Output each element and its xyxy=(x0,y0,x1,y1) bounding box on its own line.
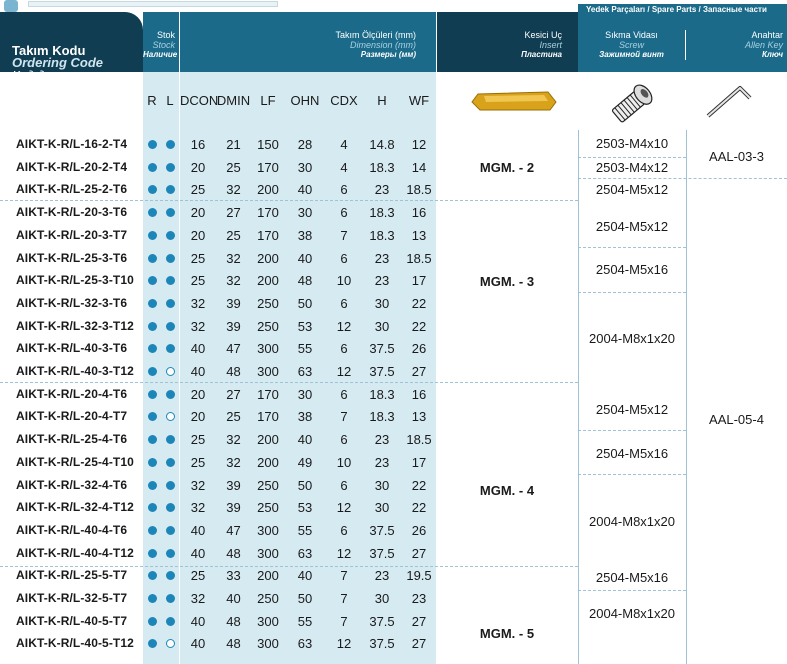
cell-cdx: 12 xyxy=(336,636,352,652)
screw-item: 2004-M8x1x20 xyxy=(589,606,675,621)
cell-lf: 250 xyxy=(257,591,279,606)
cell-wf: 27 xyxy=(411,545,427,561)
ordering-code: AIKT-K-R/L-40-3-T6 xyxy=(16,341,128,356)
cell-ohn: 53 xyxy=(297,318,313,334)
stock-r-indicator xyxy=(148,435,157,444)
stock-l-indicator xyxy=(166,322,175,331)
cell-h: 37.5 xyxy=(369,613,395,629)
stock-r-indicator xyxy=(148,526,157,535)
cell-wf: 27 xyxy=(411,636,427,652)
cell-dmin: 40 xyxy=(226,591,241,606)
cell-wf: 18.5 xyxy=(406,432,432,448)
cell-h: 37.5 xyxy=(369,341,395,357)
ordering-code: AIKT-K-R/L-40-5-T12 xyxy=(16,636,134,651)
cell-wf: 16 xyxy=(411,386,427,402)
stock-l-indicator xyxy=(166,390,175,399)
cell-ohn: 55 xyxy=(297,522,313,538)
cell-dmin: 32 xyxy=(226,432,241,448)
screw-item: 2503-M4x12 xyxy=(595,160,669,175)
cell-lf: 300 xyxy=(257,545,279,561)
cell-dmin: 25 xyxy=(226,227,241,243)
cell-dmin: 48 xyxy=(226,636,241,652)
cell-lf: 200 xyxy=(257,432,279,448)
ordering-code: AIKT-K-R/L-32-5-T7 xyxy=(16,591,128,605)
screw-item: 2504-M5x12 xyxy=(595,402,669,417)
cell-h: 18.3 xyxy=(369,205,395,221)
cell-dmin: 39 xyxy=(226,318,241,334)
cell-wf: 27 xyxy=(411,613,427,629)
cell-lf: 170 xyxy=(257,386,279,402)
cell-h: 37.5 xyxy=(369,522,395,538)
cell-dcon: 32 xyxy=(190,591,206,606)
cell-dcon: 40 xyxy=(190,364,206,379)
dimension-header: Takım Ölçüleri (mm) Dimension (mm) Размеры (мм) xyxy=(335,30,416,59)
cell-dcon: 20 xyxy=(190,205,206,221)
cell-cdx: 12 xyxy=(336,318,352,334)
cell-dmin: 39 xyxy=(226,500,241,516)
stock-r-indicator xyxy=(148,412,157,421)
col-h: H xyxy=(377,93,387,108)
stock-header: Stok Stock Наличие xyxy=(143,30,178,59)
cell-h: 37.5 xyxy=(369,545,395,561)
stock-r-indicator xyxy=(148,639,157,648)
cell-lf: 300 xyxy=(257,364,279,379)
cell-dcon: 20 xyxy=(190,159,206,175)
table-row xyxy=(0,633,787,654)
cell-wf: 18.5 xyxy=(406,250,432,266)
cell-wf: 26 xyxy=(411,341,427,357)
cell-cdx: 12 xyxy=(336,500,352,516)
cell-h: 37.5 xyxy=(369,364,395,379)
cell-wf: 18.5 xyxy=(406,182,432,198)
ordering-code: AIKT-K-R/L-25-3-T6 xyxy=(16,250,128,265)
stock-r-indicator xyxy=(148,185,157,194)
allen-key-icon xyxy=(704,80,754,120)
cell-ohn: 48 xyxy=(297,273,313,289)
cell-dcon: 32 xyxy=(190,477,206,493)
ordering-code: AIKT-K-R/L-25-2-T6 xyxy=(16,182,128,197)
screw-item: 2503-M4x10 xyxy=(595,136,669,151)
cell-ohn: 30 xyxy=(297,205,313,221)
stock-r-indicator xyxy=(148,617,157,626)
cell-ohn: 55 xyxy=(297,613,313,629)
key-item: AAL-05-4 xyxy=(709,412,764,427)
key-header: Anahtar Allen Key Ключ xyxy=(744,30,783,59)
cell-lf: 300 xyxy=(257,636,279,652)
cell-lf: 250 xyxy=(257,318,279,334)
stock-l-indicator xyxy=(166,344,175,353)
cell-ohn: 40 xyxy=(297,568,313,584)
cell-wf: 27 xyxy=(411,364,427,379)
table-row xyxy=(0,293,787,314)
stock-l-indicator xyxy=(166,549,175,558)
cell-lf: 250 xyxy=(257,477,279,493)
screw-item: 2504-M5x16 xyxy=(595,262,669,277)
cell-dmin: 32 xyxy=(226,182,241,198)
cell-dmin: 39 xyxy=(226,295,241,311)
cell-h: 18.3 xyxy=(369,159,395,175)
ordering-code: AIKT-K-R/L-40-3-T12 xyxy=(16,364,134,378)
stock-r-indicator xyxy=(148,367,157,376)
cell-wf: 26 xyxy=(411,522,427,538)
cell-wf: 12 xyxy=(411,137,427,152)
stock-r-indicator xyxy=(148,503,157,512)
cell-lf: 200 xyxy=(257,273,279,289)
cell-ohn: 40 xyxy=(297,250,313,266)
group-divider xyxy=(0,200,578,201)
stock-r-indicator xyxy=(148,140,157,149)
stock-l-indicator xyxy=(166,185,175,194)
cell-lf: 170 xyxy=(257,159,279,175)
insert-mgm-3: MGM. - 3 xyxy=(479,274,535,289)
ordering-code: AIKT-K-R/L-40-4-T6 xyxy=(16,522,128,537)
cell-ohn: 50 xyxy=(297,477,313,493)
cell-dmin: 32 xyxy=(226,250,241,266)
stock-l-indicator xyxy=(166,231,175,240)
cell-dcon: 32 xyxy=(190,318,206,334)
cell-lf: 200 xyxy=(257,454,279,470)
table-row xyxy=(0,361,787,382)
key-item: AAL-03-3 xyxy=(709,149,764,164)
screw-header: Sıkma Vidası Screw Зажимной винт xyxy=(578,30,686,60)
stock-l-indicator xyxy=(166,526,175,535)
screw-item: 2504-M5x16 xyxy=(595,446,669,461)
cell-lf: 170 xyxy=(257,205,279,221)
cell-cdx: 6 xyxy=(340,386,348,402)
cell-wf: 14 xyxy=(411,159,427,175)
stock-l-indicator xyxy=(166,594,175,603)
stock-l-indicator xyxy=(166,163,175,172)
stock-l-indicator xyxy=(166,412,175,421)
cell-cdx: 6 xyxy=(340,341,348,357)
group-divider xyxy=(0,382,578,383)
stock-l-indicator xyxy=(166,639,175,648)
cell-lf: 300 xyxy=(257,341,279,357)
ordering-code: AIKT-K-R/L-16-2-T4 xyxy=(16,137,128,151)
spare-parts-header: Yedek Parçaları / Spare Parts / Запасные части xyxy=(586,5,767,14)
cell-cdx: 10 xyxy=(336,273,352,289)
cell-lf: 300 xyxy=(257,522,279,538)
col-cdx: CDX xyxy=(330,93,358,108)
cell-cdx: 7 xyxy=(340,613,348,629)
cell-wf: 22 xyxy=(411,295,427,311)
cell-wf: 22 xyxy=(411,500,427,516)
col-dcon: DCON xyxy=(180,93,219,108)
stock-r-indicator xyxy=(148,208,157,217)
ordering-code: AIKT-K-R/L-20-4-T6 xyxy=(16,386,128,401)
cell-h: 23 xyxy=(374,250,390,266)
ordering-code: AIKT-K-R/L-25-3-T10 xyxy=(16,273,134,288)
screw-item: 2004-M8x1x20 xyxy=(589,331,675,346)
cell-wf: 23 xyxy=(411,591,427,606)
cell-dcon: 25 xyxy=(190,454,206,470)
cell-dmin: 21 xyxy=(226,137,241,152)
cell-h: 23 xyxy=(374,454,390,470)
ordering-code: AIKT-K-R/L-25-4-T10 xyxy=(16,454,134,469)
cell-cdx: 6 xyxy=(340,522,348,538)
insert-mgm-2: MGM. - 2 xyxy=(479,160,535,175)
cell-dmin: 48 xyxy=(226,364,241,379)
group-divider xyxy=(0,566,578,567)
cell-dmin: 48 xyxy=(226,613,241,629)
cell-cdx: 4 xyxy=(340,159,348,175)
stock-l-indicator xyxy=(166,503,175,512)
cell-cdx: 7 xyxy=(340,227,348,243)
ordering-code: AIKT-K-R/L-40-5-T7 xyxy=(16,613,128,628)
cell-lf: 200 xyxy=(257,250,279,266)
insert-header: Kesici Uç Insert Пластина xyxy=(521,30,562,59)
stock-l-indicator xyxy=(166,208,175,217)
stock-l-indicator xyxy=(166,140,175,149)
cell-dcon: 40 xyxy=(190,341,206,357)
top-rule xyxy=(28,1,278,7)
cell-dcon: 32 xyxy=(190,295,206,311)
cell-ohn: 50 xyxy=(297,591,313,606)
cell-ohn: 53 xyxy=(297,500,313,516)
cell-wf: 13 xyxy=(411,227,427,243)
ordering-code: AIKT-K-R/L-20-4-T7 xyxy=(16,409,128,424)
table-row xyxy=(0,543,787,564)
ordering-code: AIKT-K-R/L-20-2-T4 xyxy=(16,159,128,174)
cell-wf: 17 xyxy=(411,454,427,470)
cell-cdx: 4 xyxy=(340,137,348,152)
cell-dmin: 32 xyxy=(226,273,241,289)
insert-image xyxy=(470,88,560,114)
cell-h: 18.3 xyxy=(369,386,395,402)
cell-cdx: 6 xyxy=(340,432,348,448)
cell-dcon: 25 xyxy=(190,432,206,448)
insert-mgm-5: MGM. - 5 xyxy=(479,626,535,641)
cell-dcon: 40 xyxy=(190,522,206,538)
cell-wf: 22 xyxy=(411,477,427,493)
ordering-code: AIKT-K-R/L-20-3-T6 xyxy=(16,205,128,220)
stock-r-indicator xyxy=(148,299,157,308)
stock-l-indicator xyxy=(166,299,175,308)
col-ohn: OHN xyxy=(290,93,320,108)
cell-h: 23 xyxy=(374,182,390,198)
stock-r-indicator xyxy=(148,322,157,331)
cell-wf: 19.5 xyxy=(406,568,432,584)
cell-dcon: 25 xyxy=(190,568,206,584)
stock-r-indicator xyxy=(148,481,157,490)
cell-wf: 17 xyxy=(411,273,427,289)
cell-dmin: 32 xyxy=(226,454,241,470)
cell-h: 14.8 xyxy=(369,137,395,152)
cell-ohn: 28 xyxy=(297,137,313,152)
cell-cdx: 7 xyxy=(340,409,348,425)
stock-l-indicator xyxy=(166,458,175,467)
cell-dcon: 25 xyxy=(190,273,206,289)
cell-h: 23 xyxy=(374,432,390,448)
stock-r-indicator xyxy=(148,549,157,558)
cell-dcon: 20 xyxy=(190,227,206,243)
stock-l-indicator xyxy=(166,254,175,263)
cell-dcon: 40 xyxy=(190,545,206,561)
stock-r-indicator xyxy=(148,254,157,263)
cell-h: 30 xyxy=(374,318,390,334)
cell-cdx: 6 xyxy=(340,295,348,311)
ordering-code: AIKT-K-R/L-20-3-T7 xyxy=(16,227,128,242)
cell-dcon: 40 xyxy=(190,636,206,652)
stock-l-indicator xyxy=(166,571,175,580)
insert-mgm-4: MGM. - 4 xyxy=(479,483,535,498)
stock-r-indicator xyxy=(148,163,157,172)
cell-ohn: 63 xyxy=(297,545,313,561)
cell-ohn: 38 xyxy=(297,227,313,243)
cell-cdx: 7 xyxy=(340,568,348,584)
cell-dcon: 16 xyxy=(190,137,206,152)
cell-h: 18.3 xyxy=(369,409,395,425)
cell-dmin: 33 xyxy=(226,568,241,584)
ordering-code: AIKT-K-R/L-25-4-T6 xyxy=(16,432,128,447)
cell-lf: 250 xyxy=(257,500,279,516)
cell-cdx: 6 xyxy=(340,250,348,266)
stock-l-indicator xyxy=(166,481,175,490)
cell-cdx: 7 xyxy=(340,591,348,606)
cell-lf: 200 xyxy=(257,568,279,584)
cell-h: 37.5 xyxy=(369,636,395,652)
cell-ohn: 49 xyxy=(297,454,313,470)
cell-dcon: 20 xyxy=(190,409,206,425)
col-r: R xyxy=(147,93,157,108)
screw-item: 2504-M5x16 xyxy=(595,570,669,585)
cell-dcon: 32 xyxy=(190,500,206,516)
cell-dmin: 27 xyxy=(226,386,241,402)
cell-lf: 250 xyxy=(257,295,279,311)
cell-h: 23 xyxy=(374,273,390,289)
col-l: L xyxy=(166,93,174,108)
cell-lf: 200 xyxy=(257,182,279,198)
stock-r-indicator xyxy=(148,276,157,285)
cell-wf: 16 xyxy=(411,205,427,221)
screw-item: 2504-M5x12 xyxy=(595,219,669,234)
cell-lf: 300 xyxy=(257,613,279,629)
ordering-code: AIKT-K-R/L-32-3-T12 xyxy=(16,318,134,333)
cell-cdx: 12 xyxy=(336,545,352,561)
cell-lf: 150 xyxy=(257,137,279,152)
cell-ohn: 50 xyxy=(297,295,313,311)
cell-cdx: 6 xyxy=(340,205,348,221)
corner-tab-icon xyxy=(4,0,18,12)
cell-dmin: 47 xyxy=(226,341,241,357)
cell-h: 18.3 xyxy=(369,227,395,243)
cell-ohn: 30 xyxy=(297,386,313,402)
cell-dmin: 25 xyxy=(226,409,241,425)
col-wf: WF xyxy=(408,93,430,108)
cell-cdx: 12 xyxy=(336,364,352,379)
cell-ohn: 63 xyxy=(297,364,313,379)
ordering-code: AIKT-K-R/L-32-3-T6 xyxy=(16,295,128,310)
cell-dmin: 39 xyxy=(226,477,241,493)
cell-dmin: 48 xyxy=(226,545,241,561)
ordering-code: AIKT-K-R/L-40-4-T12 xyxy=(16,545,134,560)
ordering-code: AIKT-K-R/L-32-4-T6 xyxy=(16,477,128,492)
cell-h: 30 xyxy=(374,500,390,516)
stock-r-indicator xyxy=(148,390,157,399)
stock-l-indicator xyxy=(166,367,175,376)
cell-dmin: 47 xyxy=(226,522,241,538)
cell-dcon: 20 xyxy=(190,386,206,402)
cell-ohn: 30 xyxy=(297,159,313,175)
stock-l-indicator xyxy=(166,617,175,626)
cell-dcon: 25 xyxy=(190,250,206,266)
cell-dcon: 40 xyxy=(190,613,206,629)
ordering-code: AIKT-K-R/L-32-4-T12 xyxy=(16,500,134,515)
ordering-code: AIKT-K-R/L-25-5-T7 xyxy=(16,568,128,583)
cell-ohn: 55 xyxy=(297,341,313,357)
screw-item: 2004-M8x1x20 xyxy=(589,514,675,529)
cell-dcon: 25 xyxy=(190,182,206,198)
cell-h: 30 xyxy=(374,591,390,606)
cell-lf: 170 xyxy=(257,227,279,243)
cell-cdx: 6 xyxy=(340,182,348,198)
stock-l-indicator xyxy=(166,276,175,285)
cell-cdx: 6 xyxy=(340,477,348,493)
cell-cdx: 10 xyxy=(336,454,352,470)
cell-wf: 13 xyxy=(411,409,427,425)
stock-r-indicator xyxy=(148,571,157,580)
cell-ohn: 38 xyxy=(297,409,313,425)
cell-lf: 170 xyxy=(257,409,279,425)
col-dmin: DMIN xyxy=(216,93,251,108)
cell-ohn: 63 xyxy=(297,636,313,652)
cell-h: 23 xyxy=(374,568,390,584)
cell-dmin: 25 xyxy=(226,159,241,175)
screw-icon xyxy=(608,78,658,128)
cell-h: 30 xyxy=(374,295,390,311)
table-row xyxy=(0,475,787,496)
stock-r-indicator xyxy=(148,231,157,240)
cell-h: 30 xyxy=(374,477,390,493)
ordering-code-header: Takım Kodu Ordering Code Код для заказа xyxy=(0,12,143,72)
stock-l-indicator xyxy=(166,435,175,444)
col-lf: LF xyxy=(260,93,276,108)
screw-item: 2504-M5x12 xyxy=(595,182,669,197)
cell-ohn: 40 xyxy=(297,182,313,198)
stock-r-indicator xyxy=(148,458,157,467)
stock-r-indicator xyxy=(148,594,157,603)
cell-dmin: 27 xyxy=(226,205,241,221)
cell-ohn: 40 xyxy=(297,432,313,448)
stock-r-indicator xyxy=(148,344,157,353)
cell-wf: 22 xyxy=(411,318,427,334)
